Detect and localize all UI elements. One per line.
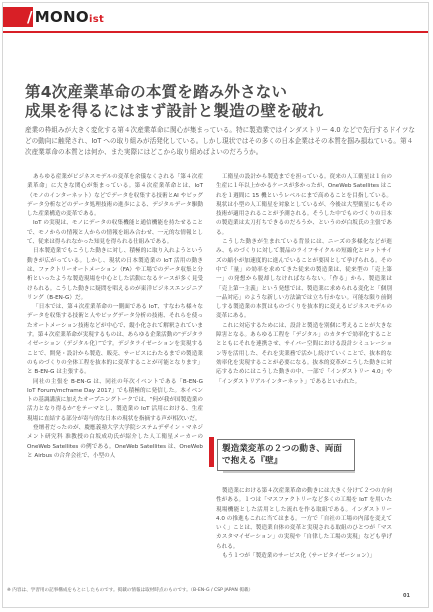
body-paragraph: 登壇者だったのが、慶應義塾大学大学院システムデザイン・マネジメント研究科 准教授の白坂成功氏が紹介した人工衛星メーカーの OneWeb Satellites の例である。OneWeb Satellites は、OneWeb と Airbus の合弁会社で、小型の人 <box>27 425 203 459</box>
article-title <box>25 83 425 121</box>
publication-logo <box>27 8 104 28</box>
body-paragraph: 日本製造業でもこうした動きに対し、積極的に取り入れようという動きが広がっている。しかし、現状の日本製造業の IoT 活用の動きは、ファクトリーオートメーション（FA）や工場でのデータ収集と分析といったような製造現場を中心とした活動になるケースが多く見受けられる。こうした動きに疑問を唱えるのが東洋ビジネスエンジニアリング（B-EN-G）だ。 <box>27 248 203 301</box>
body-paragraph: あらゆる産業がビジネスモデルの変革を余儀なくされる「第４次産業革命」に大きな関心が集まっている。第４次産業革命とは、IoT（モノのインターネット）などでデータを収集する技術とAI やビッグデータ分析などのデータ処理技術の進歩による、デジタルデータ駆動した産業構造の変革である。 <box>27 174 203 218</box>
body-paragraph: もう１つが「製造業のサービス化（サービタイゼーション）」 <box>222 553 376 560</box>
logo-main: MONO <box>34 8 89 26</box>
header-rule <box>3 31 428 33</box>
article-lede: 産業の枠組みが大きく変化する第４次産業革命に関心が集まっている。特に製造業ではインダストリー 4.0 などで先行するドイツなどの動向に触発され、IoT への取り組みが活発化している。しかし現状ではその多くの日本企業はその本質を掴み損ねている。第４次産業革命の本質とは何か、また実際にはどこから取り組めばよいのだろうか。 <box>25 126 415 156</box>
logo-suffix: ist <box>88 14 105 25</box>
magazine-page <box>2 2 429 608</box>
page-number: 01 <box>403 593 410 599</box>
body-paragraph: こうした動きが生まれている背景には、ニーズの多様化などが進み、ものづくりに対して製品のライフサイクルの短縮化とロットサイズの縮小が加速度的に進んでいることが要因として挙げられる。その中で「量」の効率を求めてきた従来の製造業は、従来型の「売上第一」の発想から脱却しなければならない。「作る」から、製造業は「売上第一主義」という発想では、製造業に求められる変化と「個別一品対応」のような新しい方法論では立ち行かない。可能な限り前倒しする製造業の本質はものづくりを抜本的に変えるビジネスモデルの変革にある。 <box>216 239 392 320</box>
body-paragraph: これに対応するためには、設計と製造を別個に考えることが大きな障害となる。あらゆる工程を「デジタル」のカタチで効率化することとともにそれを連携させ、サイバー空間における設計シミュレーション等を活用した、それを実業務で活かし続けていくことで、抜本的な効率化を実現することが必要になる。抜本的変革がこうした動きに対応するためにはこうした動きの中、一部で「インダストリー 4.0」や「インダストリアルインターネット」であるといわれた。 <box>216 322 392 385</box>
body-column-left <box>27 173 203 461</box>
body-paragraph: IoT の実現は、モノにデータの収集機能と通信機能を持たせることで、モノからの情報と人からの情報を組み合わせ、一元的な情報として、従来は得られなかった知見を得られる仕組みである。 <box>27 220 203 246</box>
section-heading-bar <box>209 437 214 467</box>
body-column-right <box>216 173 392 387</box>
body-paragraph: 同社の主張を B-EN-G は、同社の年次イベントである「B-EN-G IoT Forum/mcframe Day 2017」でも積極的に発信した。本イベントの基調講演に加えたオープニングトークでは、“何が我が国製造業の活力となり得るか”をテーマとし、製造業の IoT 活用における、生産現場に直結する部分が寄与的な日本の現状を指摘する声が相次いだ。 <box>27 378 203 422</box>
masthead <box>3 3 428 31</box>
logo-slash: / <box>27 8 33 26</box>
page-footer-note: ※ 内容は、学習用の記事構成をもとにしたものです。掲載の情報は取材時点のものです。（B-EN-G / CSP JAPAN 掲載） <box>7 588 254 593</box>
body-paragraph: 「日本では、第４次産業革命の一側面である IoT、すなわち様々なデータを収集する技術と人やビッグデータ分析の技術、それらを使ったオートメーション技術などが中心で、縦小化されて解釈されています。第４次産業革命が実現するものは、あらゆる企業活動の“デジタライゼーション（デジタル化）”です。デジタライゼーションを実現することで、開発・設計から製造、販売、サービスにわたるまでの製造業のものづくりの全体工程を抜本的に変革することが可能となります」と B-EN-G は主張する。 <box>27 304 203 376</box>
section-heading-text: 製造業変革の２つの動き、両面で抱える『壁』 <box>217 439 355 471</box>
body-paragraph: 工衛星の設計から製造までを担っている。従来の人工衛星は１台の生産に１年以上かかるケースが多かったが、OneWeb Satellites はこれを１週間に 15 機というレベルにまで高めることを目指している。現状は小型の人工衛星を対象としているが、今後は大型衛星にもその技術が適用されることが予測される。そうした中でものづくりの日本の製造業は太刀打ちできるのだろうか、というのが白坂氏の主張である。 <box>216 174 392 236</box>
body-column-right-lower <box>216 487 392 561</box>
title-line-1: 第4次産業革命の本質を踏み外さない <box>25 83 288 101</box>
title-line-2: 成果を得るにはまず設計と製造の壁を破れ <box>25 102 324 120</box>
section-heading <box>209 433 389 479</box>
body-paragraph: 製造業における第４次産業革命の動きには大きく分けて２つの方向性がある。１つは「マスファクトリーなど多くの工場を IoT を用いた現場機能とした活用とした流れを作る取組である。インダストリー 4.0 の推進もこれに当てはまる。一方で「自社の工場の内部を変えていく」ことは、製造業自体の変革と実現される取組のひとつが「マスカスタマイゼーション」の実現や「自律した工場の実現」なども挙げられる。 <box>216 488 392 550</box>
